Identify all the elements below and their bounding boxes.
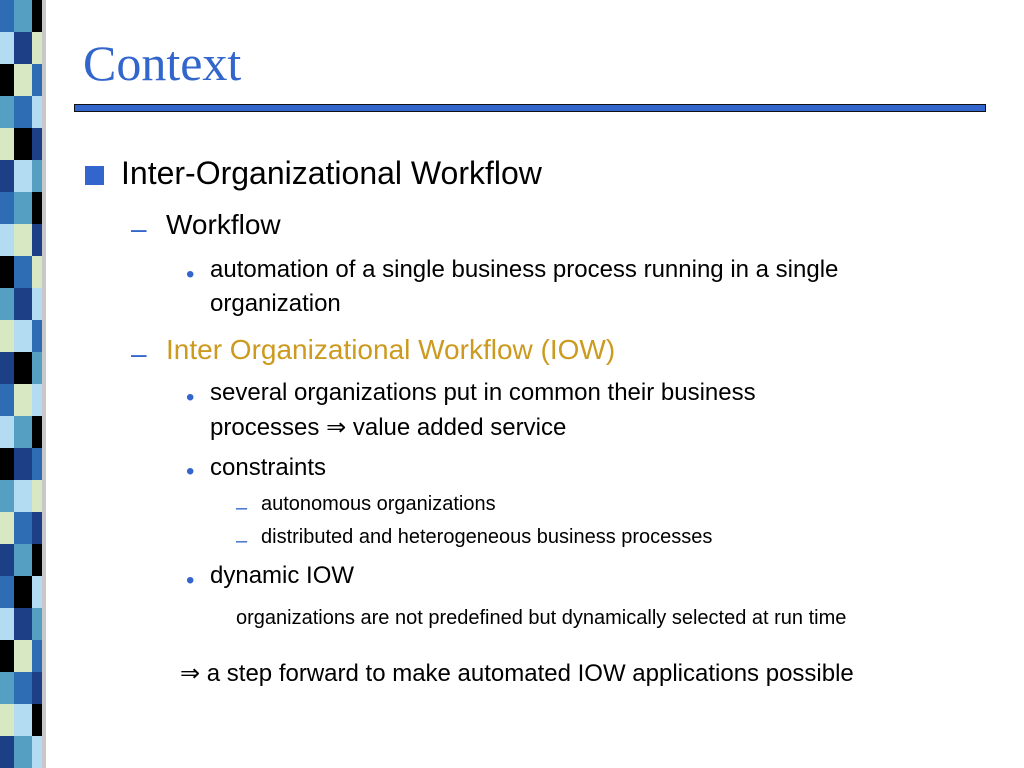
dot-bullet-icon: • [186, 567, 195, 594]
bullet-workflow: Workflow [166, 209, 281, 240]
title-divider [74, 104, 986, 112]
dash-bullet-icon: – [131, 338, 147, 369]
bullet-constraints: constraints [210, 454, 327, 481]
workflow-definition-line-1: automation of a single business process running in a single [210, 256, 839, 283]
workflow-definition-line-2: organization [210, 290, 341, 317]
decorative-side-strip [0, 0, 52, 768]
implies-arrow-icon: ⇒ [326, 413, 347, 441]
bullet-iow-heading: Inter Organizational Workflow (IOW) [166, 334, 616, 365]
dot-bullet-icon: • [186, 458, 195, 485]
constraint-distributed-processes: distributed and heterogeneous business processes [261, 526, 713, 548]
bullet-inter-organizational-workflow: Inter-Organizational Workflow [121, 155, 542, 191]
bullet-dynamic-iow: dynamic IOW [210, 562, 355, 589]
iow-several-organizations-line-2: processes ⇒ value added service [210, 413, 567, 441]
dot-bullet-icon: • [186, 261, 195, 288]
dash-bullet-icon: – [131, 213, 147, 244]
square-bullet-icon [85, 166, 104, 185]
slide-conclusion: ⇒ a step forward to make automated IOW applications possible [180, 659, 854, 687]
constraint-autonomous-organizations: autonomous organizations [261, 493, 496, 515]
dash-bullet-icon: – [236, 530, 248, 552]
dot-bullet-icon: • [186, 384, 195, 411]
dynamic-iow-note: organizations are not predefined but dynamically selected at run time [236, 607, 847, 629]
iow-several-organizations-line-1: several organizations put in common their business [210, 379, 756, 406]
implies-arrow-icon: ⇒ [180, 659, 201, 687]
slide-title: Context [83, 35, 242, 91]
dash-bullet-icon: – [236, 497, 248, 519]
